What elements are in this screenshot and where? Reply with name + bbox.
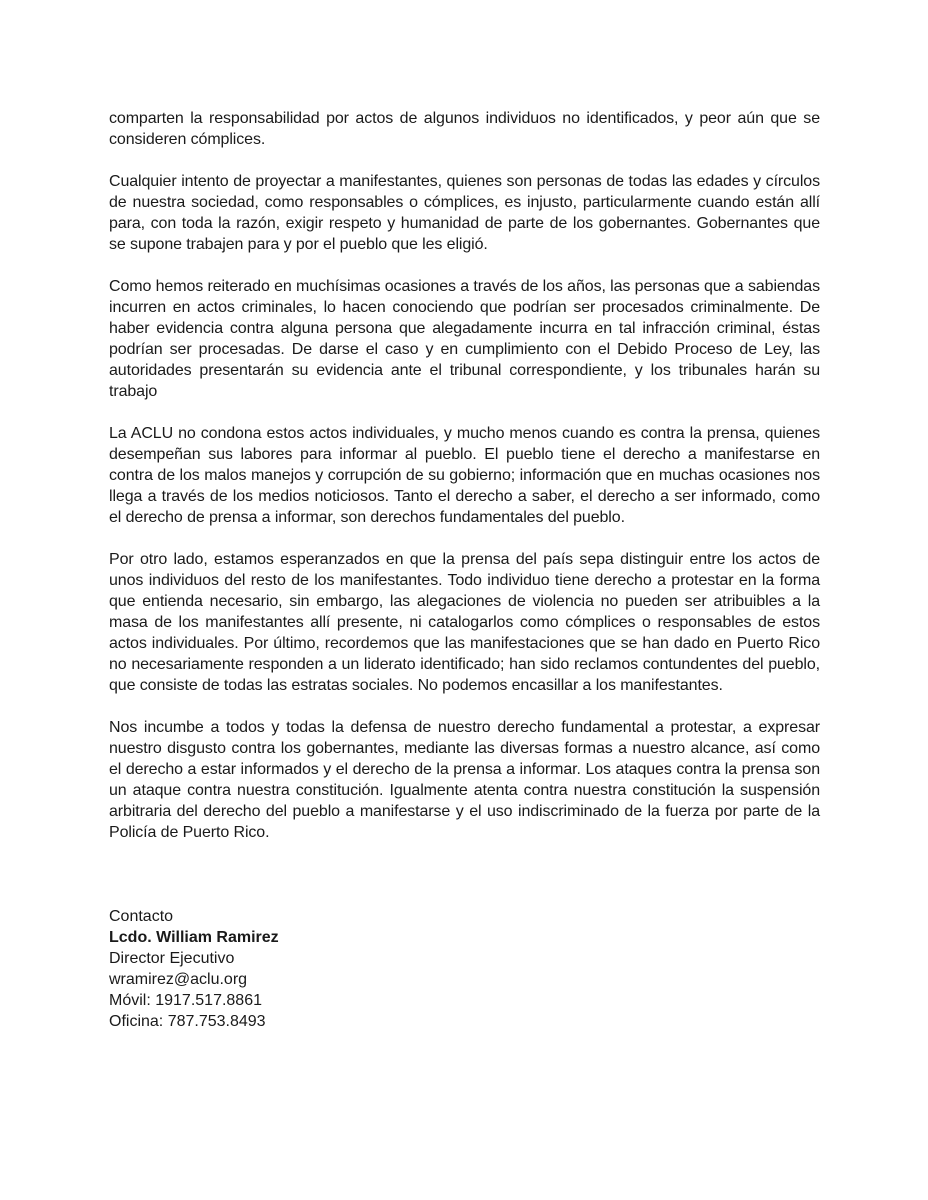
paragraph-2: Cualquier intento de proyectar a manifestantes, quienes son personas de todas las edades y círculos de nuestra sociedad, como responsables o cómplices, es injusto, particularmente cuando están allí para, con toda la razón, exigir respeto y humanidad de parte de los gobernantes. Gobernantes que se supone trabajen para y por el pueblo que les eligió.: [109, 173, 820, 253]
contact-title: Director Ejecutivo: [109, 950, 235, 967]
paragraph-4: La ACLU no condona estos actos individuales, y mucho menos cuando es contra la prensa, quienes desempeñan sus labores para informar al pueblo. El pueblo tiene el derecho a manifestarse en contra de los malos manejos y corrupción de su gobierno; información que en muchas ocasiones nos llega a través de los medios noticiosos. Tanto el derecho a saber, el derecho a ser informado, como el derecho de prensa a informar, son derechos fundamentales del pueblo.: [109, 425, 820, 526]
contact-heading: Contacto: [109, 908, 174, 925]
contact-name: Lcdo. William Ramirez: [109, 929, 279, 946]
paragraph-3: Como hemos reiterado en muchísimas ocasiones a través de los años, las personas que a sabiendas incurren en actos criminales, lo hacen conociendo que podrían ser procesados criminalmente. De haber evidencia contra alguna persona que alegadamente incurra en tal infracción criminal, éstas podrían ser procesadas. De darse el caso y en cumplimiento con el Debido Proceso de Ley, las autoridades presentarán su evidencia ante el tribunal correspondiente, y los tribunales harán su trabajo: [109, 278, 820, 400]
paragraph-5: Por otro lado, estamos esperanzados en que la prensa del país sepa distinguir entre los actos de unos individuos del resto de los manifestantes. Todo individuo tiene derecho a protestar en la forma que entienda necesario, sin embargo, las alegaciones de violencia no pueden ser atribuibles a la masa de los manifestantes allí presente, ni catalogarlos como cómplices o responsables de estos actos individuales. Por último, recordemos que las manifestaciones que se han dado en Puerto Rico no necesariamente responden a un liderato identificado; han sido reclamos contundentes del pueblo, que consiste de todas las estratas sociales. No podemos encasillar a los manifestantes.: [109, 551, 820, 694]
contact-block: [109, 906, 820, 1032]
contact-mobile: Móvil: 1917.517.8861: [109, 992, 262, 1009]
contact-email: wramirez@aclu.org: [109, 971, 248, 988]
document-page: [109, 108, 820, 1032]
paragraph-1: comparten la responsabilidad por actos de algunos individuos no identificados, y peor aún que se consideren cómplices.: [109, 110, 820, 148]
paragraph-6: Nos incumbe a todos y todas la defensa de nuestro derecho fundamental a protestar, a expresar nuestro disgusto contra los gobernantes, mediante las diversas formas a nuestro alcance, así como el derecho a estar informados y el derecho de la prensa a informar. Los ataques contra la prensa son un ataque contra nuestra constitución. Igualmente atenta contra nuestra constitución la suspensión arbitraria del derecho del pueblo a manifestarse y el uso indiscriminado de la fuerza por parte de la Policía de Puerto Rico.: [109, 719, 820, 841]
contact-office: Oficina: 787.753.8493: [109, 1013, 266, 1030]
